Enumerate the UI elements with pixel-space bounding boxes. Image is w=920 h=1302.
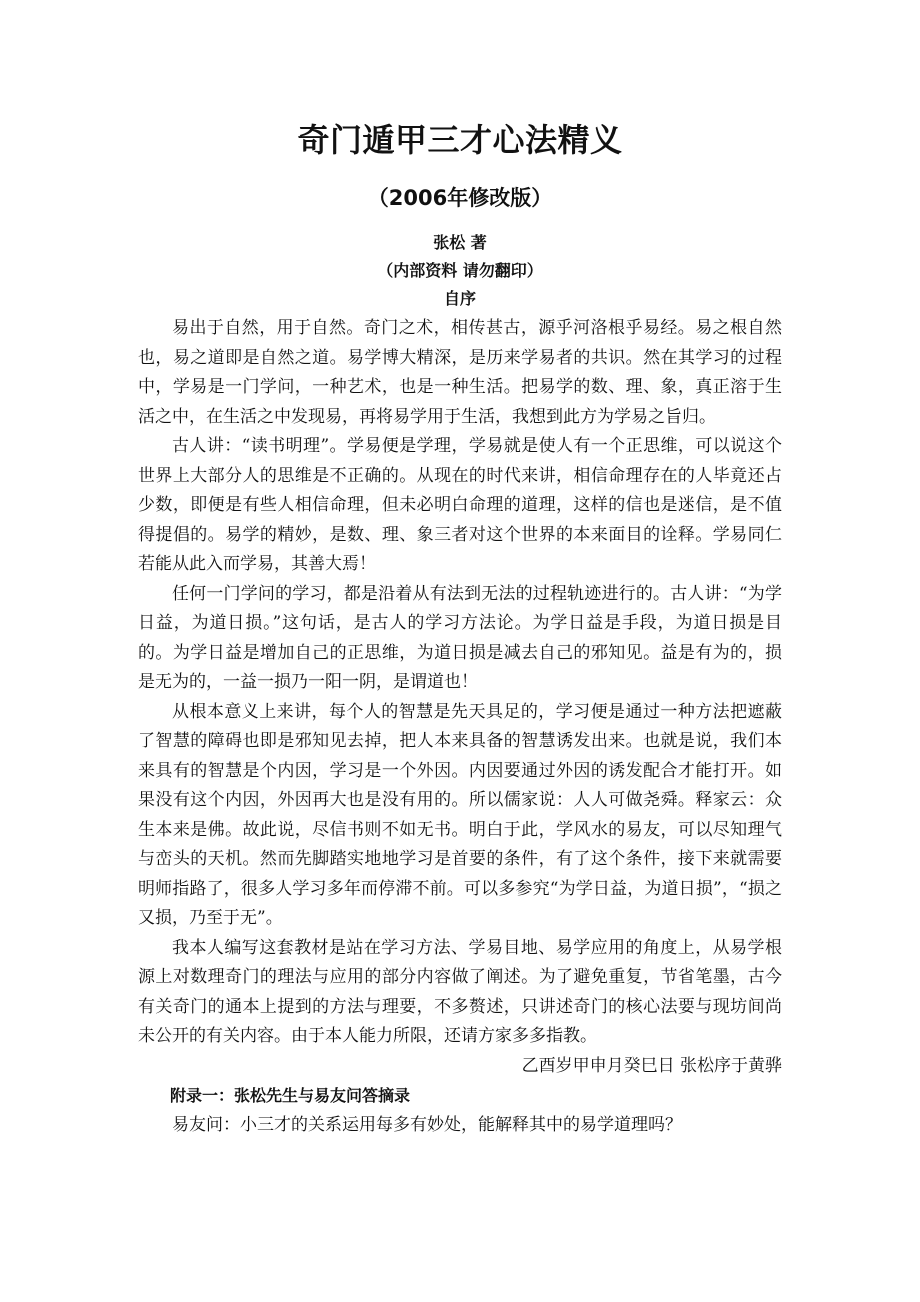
appendix-heading: 附录一：张松先生与易友问答摘录 (170, 1086, 411, 1105)
preface-paragraph: 古人讲：“读书明理”。学易便是学理，学易就是使人有一个正思维，可以说这个世界上大部分人的思维是不正确的。从现在的时代来讲，相信命理存在的人毕竟还占少数，即便是有些人相信命理，但未必明白命理的道理，这样的信也是迷信，是不值得提倡的。易学的精妙，是数、理、象三者对这个世界的本来面目的诠释。学易同仁若能从此入而学易，其善大焉！ (138, 436, 782, 574)
preface-heading: 自序 (443, 289, 476, 308)
author-line: 张松 著 (433, 233, 487, 252)
preface-paragraph: 我本人编写这套教材是站在学习方法、学易目地、易学应用的角度上，从易学根源上对数理奇门的理法与应用的部分内容做了阐述。为了避免重复，节省笔墨，古今有关奇门的通本上提到的方法与理要，不多赘述，只讲述奇门的核心法要与现坊间尚未公开的有关内容。由于本人能力所限，还请方家多多指教。 (138, 937, 782, 1046)
preface-paragraph: 任何一门学问的学习，都是沿着从有法到无法的过程轨迹进行的。古人讲：“为学日益，为道日损。”这句话，是古人的学习方法论。为学日益是手段，为道日损是目的。为学日益是增加自己的正思维，为道日损是减去自己的邪知见。益是有为的，损是无为的，一益一损乃一阳一阴，是谓道也！ (138, 583, 782, 692)
internal-notice: （内部资料 请勿翻印） (377, 261, 543, 280)
preface-signature: 乙酉岁甲申月癸巳日 张松序于黄骅 (521, 1055, 782, 1076)
document-title: 奇门遁甲三才心法精义 (297, 121, 623, 159)
document-subtitle: （2006年修改版） (367, 186, 553, 210)
preface-paragraph: 从根本意义上来讲，每个人的智慧是先天具足的，学习便是通过一种方法把遮蔽了智慧的障碍也即是邪知见去掉，把人本来具备的智慧诱发出来。也就是说，我们本来具有的智慧是个内因，学习是一个外因。内因要通过外因的诱发配合才能打开。如果没有这个内因，外因再大也是没有用的。所以儒家说：人人可做尧舜。释家云：众生本来是佛。故此说，尽信书则不如无书。明白于此，学风水的易友，可以尽知理气与峦头的天机。然而先脚踏实地地学习是首要的条件，有了这个条件，接下来就需要明师指路了，很多人学习多年而停滞不前。可以多参究“为学日益，为道日损”，“损之又损，乃至于无”。 (138, 701, 782, 928)
preface-body (138, 314, 782, 1140)
document-page (138, 108, 782, 1140)
preface-paragraph: 易出于自然，用于自然。奇门之术，相传甚古，源乎河洛根乎易经。易之根自然也，易之道即是自然之道。易学博大精深，是历来学易者的共识。然在其学习的过程中，学易是一门学问，一种艺术，也是一种生活。把易学的数、理、象，真正溶于生活之中，在生活之中发现易，再将易学用于生活，我想到此方为学易之旨归。 (138, 318, 782, 427)
question-line: 易友问：小三才的关系运用每多有妙处，能解释其中的易学道理吗？ (172, 1114, 682, 1135)
